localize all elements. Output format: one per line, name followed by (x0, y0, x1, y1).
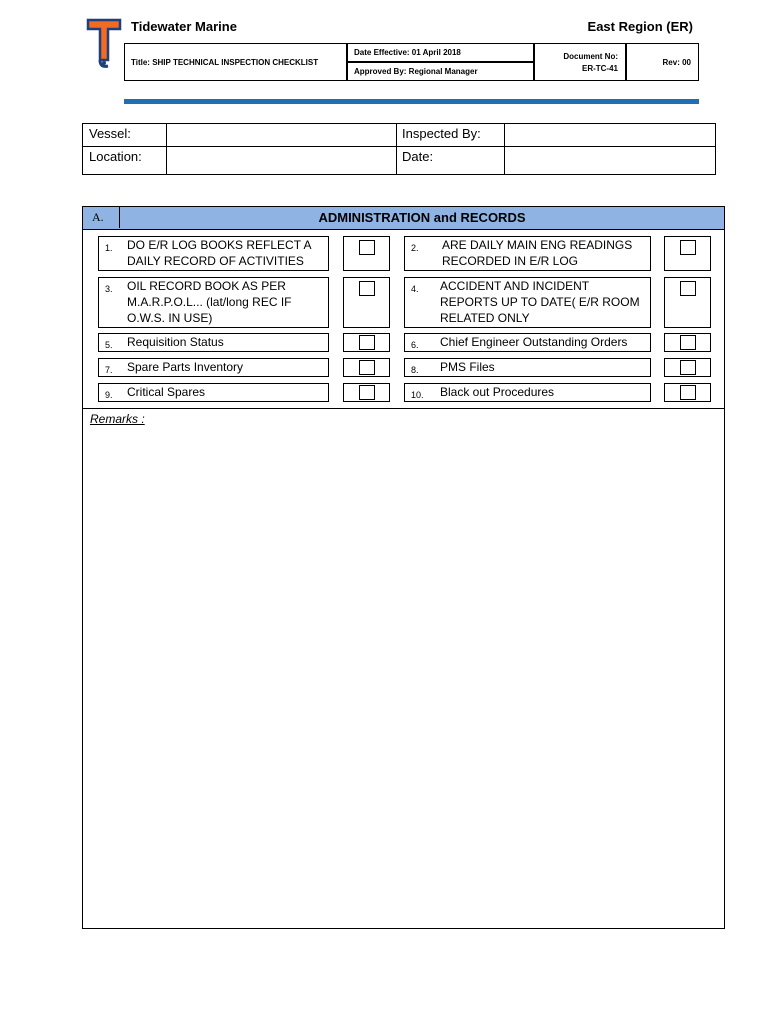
location-label: Location: (89, 149, 142, 164)
document-number-box (534, 43, 626, 81)
checkbox-cell (664, 383, 711, 402)
checklist-item (404, 236, 651, 271)
item-text: Black out Procedures (440, 385, 555, 399)
checklist-item (98, 358, 329, 377)
item-text: ARE DAILY MAIN ENG READINGS RECORDED IN E/R LOG (442, 238, 633, 268)
checkbox-cell (664, 358, 711, 377)
checklist-item (98, 277, 329, 328)
inspected-by-label: Inspected By: (402, 126, 481, 141)
section-administration (82, 206, 725, 929)
item-checkbox[interactable] (359, 385, 375, 400)
checklist-item (98, 383, 329, 402)
item-checkbox[interactable] (680, 385, 696, 400)
item-number: 9. (105, 390, 113, 400)
item-number: 1. (105, 243, 113, 253)
section-title: ADMINISTRATION and RECORDS (318, 210, 526, 225)
checkbox-cell (664, 277, 711, 328)
document-title: Title: SHIP TECHNICAL INSPECTION CHECKLIST (124, 43, 347, 81)
item-number: 7. (105, 365, 113, 375)
item-checkbox[interactable] (359, 281, 375, 296)
checkbox-cell (664, 236, 711, 271)
item-number: 8. (411, 365, 419, 375)
item-number: 10. (411, 390, 424, 400)
remarks-field[interactable] (90, 431, 717, 921)
item-text: Requisition Status (127, 335, 224, 349)
item-text: Chief Engineer Outstanding Orders (440, 335, 628, 349)
item-checkbox[interactable] (680, 360, 696, 375)
item-text: Critical Spares (127, 385, 206, 399)
item-number: 5. (105, 340, 113, 350)
item-checkbox[interactable] (680, 240, 696, 255)
item-text: ACCIDENT AND INCIDENT REPORTS UP TO DATE( E/R ROOM RELATED ONLY (440, 279, 640, 325)
checkbox-cell (664, 333, 711, 352)
region-name: East Region (ER) (587, 19, 693, 34)
item-checkbox[interactable] (359, 240, 375, 255)
checklist-item (98, 333, 329, 352)
item-checkbox[interactable] (680, 281, 696, 296)
checklist-item (404, 333, 651, 352)
item-number: 6. (411, 340, 419, 350)
document-number: ER-TC-41 (581, 64, 618, 73)
company-logo (86, 16, 122, 70)
date-field[interactable] (505, 147, 715, 174)
section-letter: A. (83, 207, 120, 228)
item-text: Spare Parts Inventory (127, 360, 244, 374)
section-header (83, 207, 724, 230)
checkbox-cell (343, 236, 390, 271)
document-number-label: Document No: (563, 52, 618, 61)
item-number: 3. (105, 284, 113, 294)
remarks-divider (83, 408, 724, 409)
checklist-item (404, 277, 651, 328)
checkbox-cell (343, 333, 390, 352)
checklist-item (404, 358, 651, 377)
approved-by: Approved By: Regional Manager (347, 62, 534, 81)
checkbox-cell (343, 358, 390, 377)
header-rule (124, 99, 699, 104)
vessel-field[interactable] (167, 124, 396, 146)
remarks-label: Remarks : (90, 412, 145, 426)
item-number: 4. (411, 284, 419, 294)
item-text: PMS Files (440, 360, 495, 374)
item-checkbox[interactable] (359, 335, 375, 350)
item-number: 2. (411, 243, 419, 253)
item-text: OIL RECORD BOOK AS PER M.A.R.P.O.L... (lat/long REC IF O.W.S. IN USE) (127, 279, 292, 325)
revision: Rev: 00 (626, 43, 699, 81)
inspected-by-field[interactable] (505, 124, 715, 146)
vessel-label: Vessel: (89, 126, 131, 141)
item-checkbox[interactable] (359, 360, 375, 375)
company-name: Tidewater Marine (131, 19, 237, 34)
inspection-info-table (82, 123, 716, 175)
checklist-item (98, 236, 329, 271)
location-field[interactable] (167, 147, 396, 174)
date-effective: Date Effective: 01 April 2018 (347, 43, 534, 62)
checkbox-cell (343, 277, 390, 328)
item-checkbox[interactable] (680, 335, 696, 350)
date-label: Date: (402, 149, 434, 164)
checklist-item (404, 383, 651, 402)
item-text: DO E/R LOG BOOKS REFLECT A DAILY RECORD OF ACTIVITIES (127, 238, 311, 268)
checkbox-cell (343, 383, 390, 402)
